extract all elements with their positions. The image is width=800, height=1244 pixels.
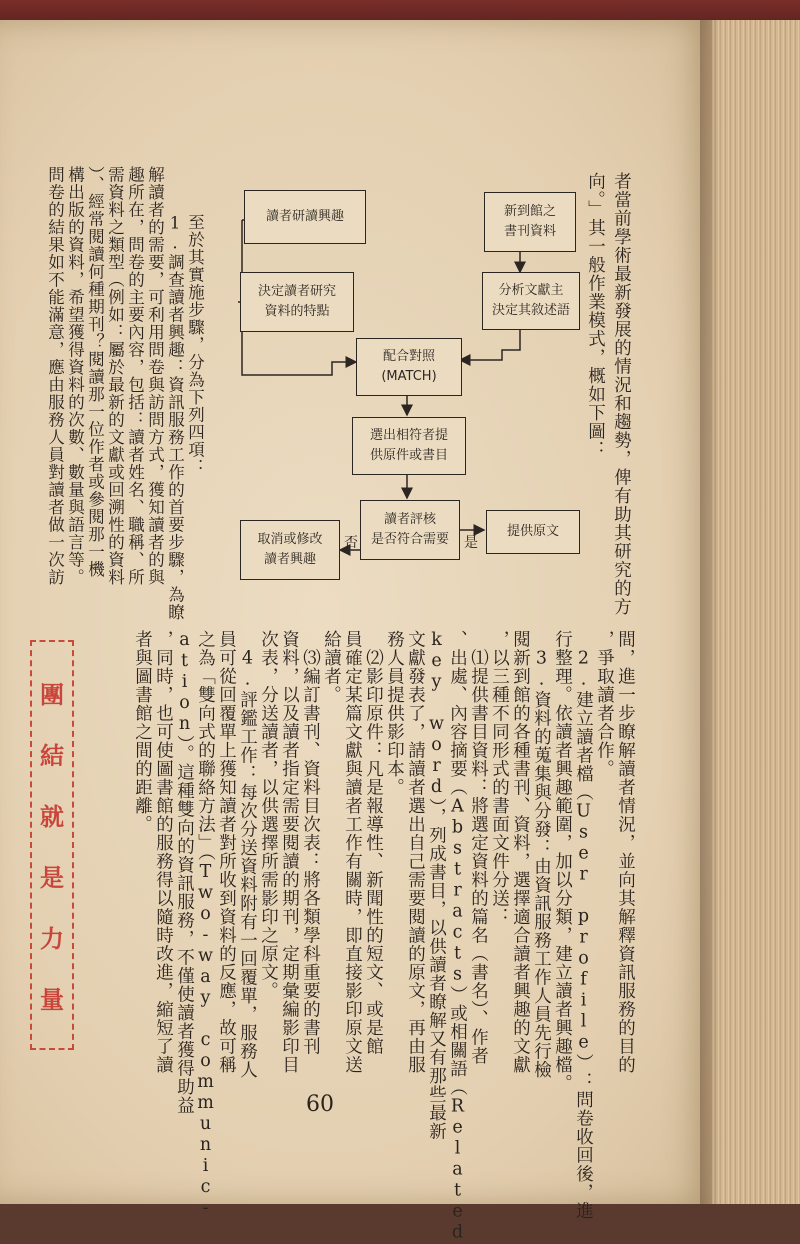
- lower-right-col-14: 員確定某篇文獻與讀者工作有關時，即直接影印原文送: [342, 630, 363, 1074]
- page-number: 60: [306, 1092, 334, 1117]
- lower-right-col-6: 閱新到館的各種書刊、資料，選擇適合讀者興趣的文獻: [510, 630, 531, 1074]
- banner-char-5: 力: [40, 925, 64, 953]
- upper-left-col-5: 需資料之類型（例如：屬於最新的文獻或回溯性的資料: [105, 166, 125, 586]
- select-send-box: 選出相符者提 供原件或書目: [352, 417, 466, 475]
- banner-char-6: 量: [40, 986, 64, 1014]
- upper-left-col-4: 趣所在，問卷的主要內容，包括：讀者姓名、職稱、所: [125, 166, 145, 586]
- upper-left-col-3: 解讀者的需要，可利用問卷與訪問方式，獲知讀者的與: [145, 166, 165, 586]
- upper-right-col-2: 向。」其一般作業模式，概如下圖：: [585, 172, 606, 460]
- upper-left-col-2: 1.調查讀者興趣：資訊服務工作的首要步驟，為瞭: [165, 196, 185, 621]
- supply-original-box: 提供原文: [486, 510, 580, 554]
- page-edges: [712, 20, 800, 1204]
- lower-right-col-9: 、出處、內容摘要（Abstracts）或相關語（Related: [447, 630, 468, 1244]
- lower-right-col-5: 3.資料的蒐集與分發：由資訊服務工作人員先行檢: [531, 630, 552, 1079]
- upper-left-col-6: ）、經常閱讀何種期刊？閱讀那一位作者或參閱那一機: [85, 166, 105, 578]
- upper-left-col-7: 構出版的資料，希望獲得資料的次數、數量與語言等。: [65, 166, 85, 586]
- lower-right-col-15: 給讀者。: [321, 630, 342, 704]
- evaluate-box: 讀者評核 是否符合需要: [360, 500, 460, 560]
- lower-right-col-3: 2.建立讀者檔（User profile）：問卷收回後，進: [573, 630, 594, 1220]
- reader-interests-box: 讀者研讀興趣: [244, 190, 366, 244]
- lower-right-col-4: 行整理。依讀者興趣範圍，加以分類，建立讀者興趣檔。: [552, 630, 573, 1093]
- lower-right-col-7: ，以三種不同形式的書面文件分送：: [489, 630, 510, 926]
- upper-left-col-1: 至於其實施步驟，分為下列四項：: [185, 196, 205, 476]
- lower-right-col-20: 員可從回覆單上獲知讀者對所收到資料的反應，故可稱: [216, 630, 237, 1074]
- lower-right-col-18: 次表，分送讀者，以供選擇所需影印之原文。: [258, 630, 279, 1000]
- lower-right-col-19: 4.評鑑工作：每次分送資料附有一回覆單，服務人: [237, 630, 258, 1079]
- lower-right-col-21: 之為「雙向式的聯絡方法」（Two-way communic-: [195, 630, 216, 1219]
- slogan-banner: [30, 640, 74, 1050]
- lower-right-col-12: 務人員提供影印本。: [384, 630, 405, 797]
- match-box: 配合對照 (MATCH): [356, 338, 462, 396]
- lower-right-col-1: 間，進一步瞭解讀者情況，並向其解釋資訊服務的目的: [615, 630, 636, 1074]
- lower-right-col-2: ，爭取讀者合作。: [594, 630, 615, 778]
- reader-profile-box: 決定讀者研究 資料的特點: [240, 272, 354, 332]
- no-label: 否: [344, 535, 358, 551]
- banner-char-2: 結: [40, 742, 64, 770]
- banner-char-4: 是: [40, 864, 64, 892]
- gutter-shadow: [700, 20, 720, 1204]
- upper-right-col-1: 者當前學術最新發展的情況和趨勢，俾有助其研究的方: [611, 172, 632, 616]
- lower-right-col-16: ⑶編訂書刊、資料目次表：將各類學科重要的書刊: [300, 630, 321, 1056]
- upper-left-col-8: 問卷的結果如不能滿意，應由服務人員對讀者做一次訪: [45, 166, 65, 586]
- new-arrivals-box: 新到館之 書刊資料: [484, 192, 576, 252]
- lower-right-col-8: ⑴提供書目資料：將選定資料的篇名（書名）、作者: [468, 630, 489, 1066]
- lower-right-col-13: ⑵影印原件：凡是報導性、新聞性的短文、或是館: [363, 630, 384, 1056]
- banner-char-3: 就: [40, 803, 64, 831]
- lower-right-col-23: ，同時，也可使圖書館的服務得以隨時改進，縮短了讀: [153, 630, 174, 1074]
- lower-right-col-17: 資料，以及讀者指定需要閱讀的期刊，定期彙編影印目: [279, 630, 300, 1074]
- lower-right-col-22: ation）。這種雙向的資訊服務，不僅使讀者獲得助益: [174, 630, 195, 1115]
- lower-right-col-11: 文獻發表了，請讀者選出自己需要閱讀的原文，再由服: [405, 630, 426, 1074]
- lower-right-col-10: key word），列成書目，以供讀者瞭解又有那些最新: [426, 630, 447, 1141]
- revise-interests-box: 取消或修改 讀者興趣: [240, 520, 340, 580]
- workflow-diagram: [232, 180, 622, 600]
- yes-label: 是: [464, 535, 478, 551]
- lower-right-col-24: 者與圖書館之間的距離。: [132, 630, 153, 834]
- analyze-topics-box: 分析文獻主 決定其敘述語: [482, 272, 580, 330]
- banner-char-1: 團: [40, 681, 64, 709]
